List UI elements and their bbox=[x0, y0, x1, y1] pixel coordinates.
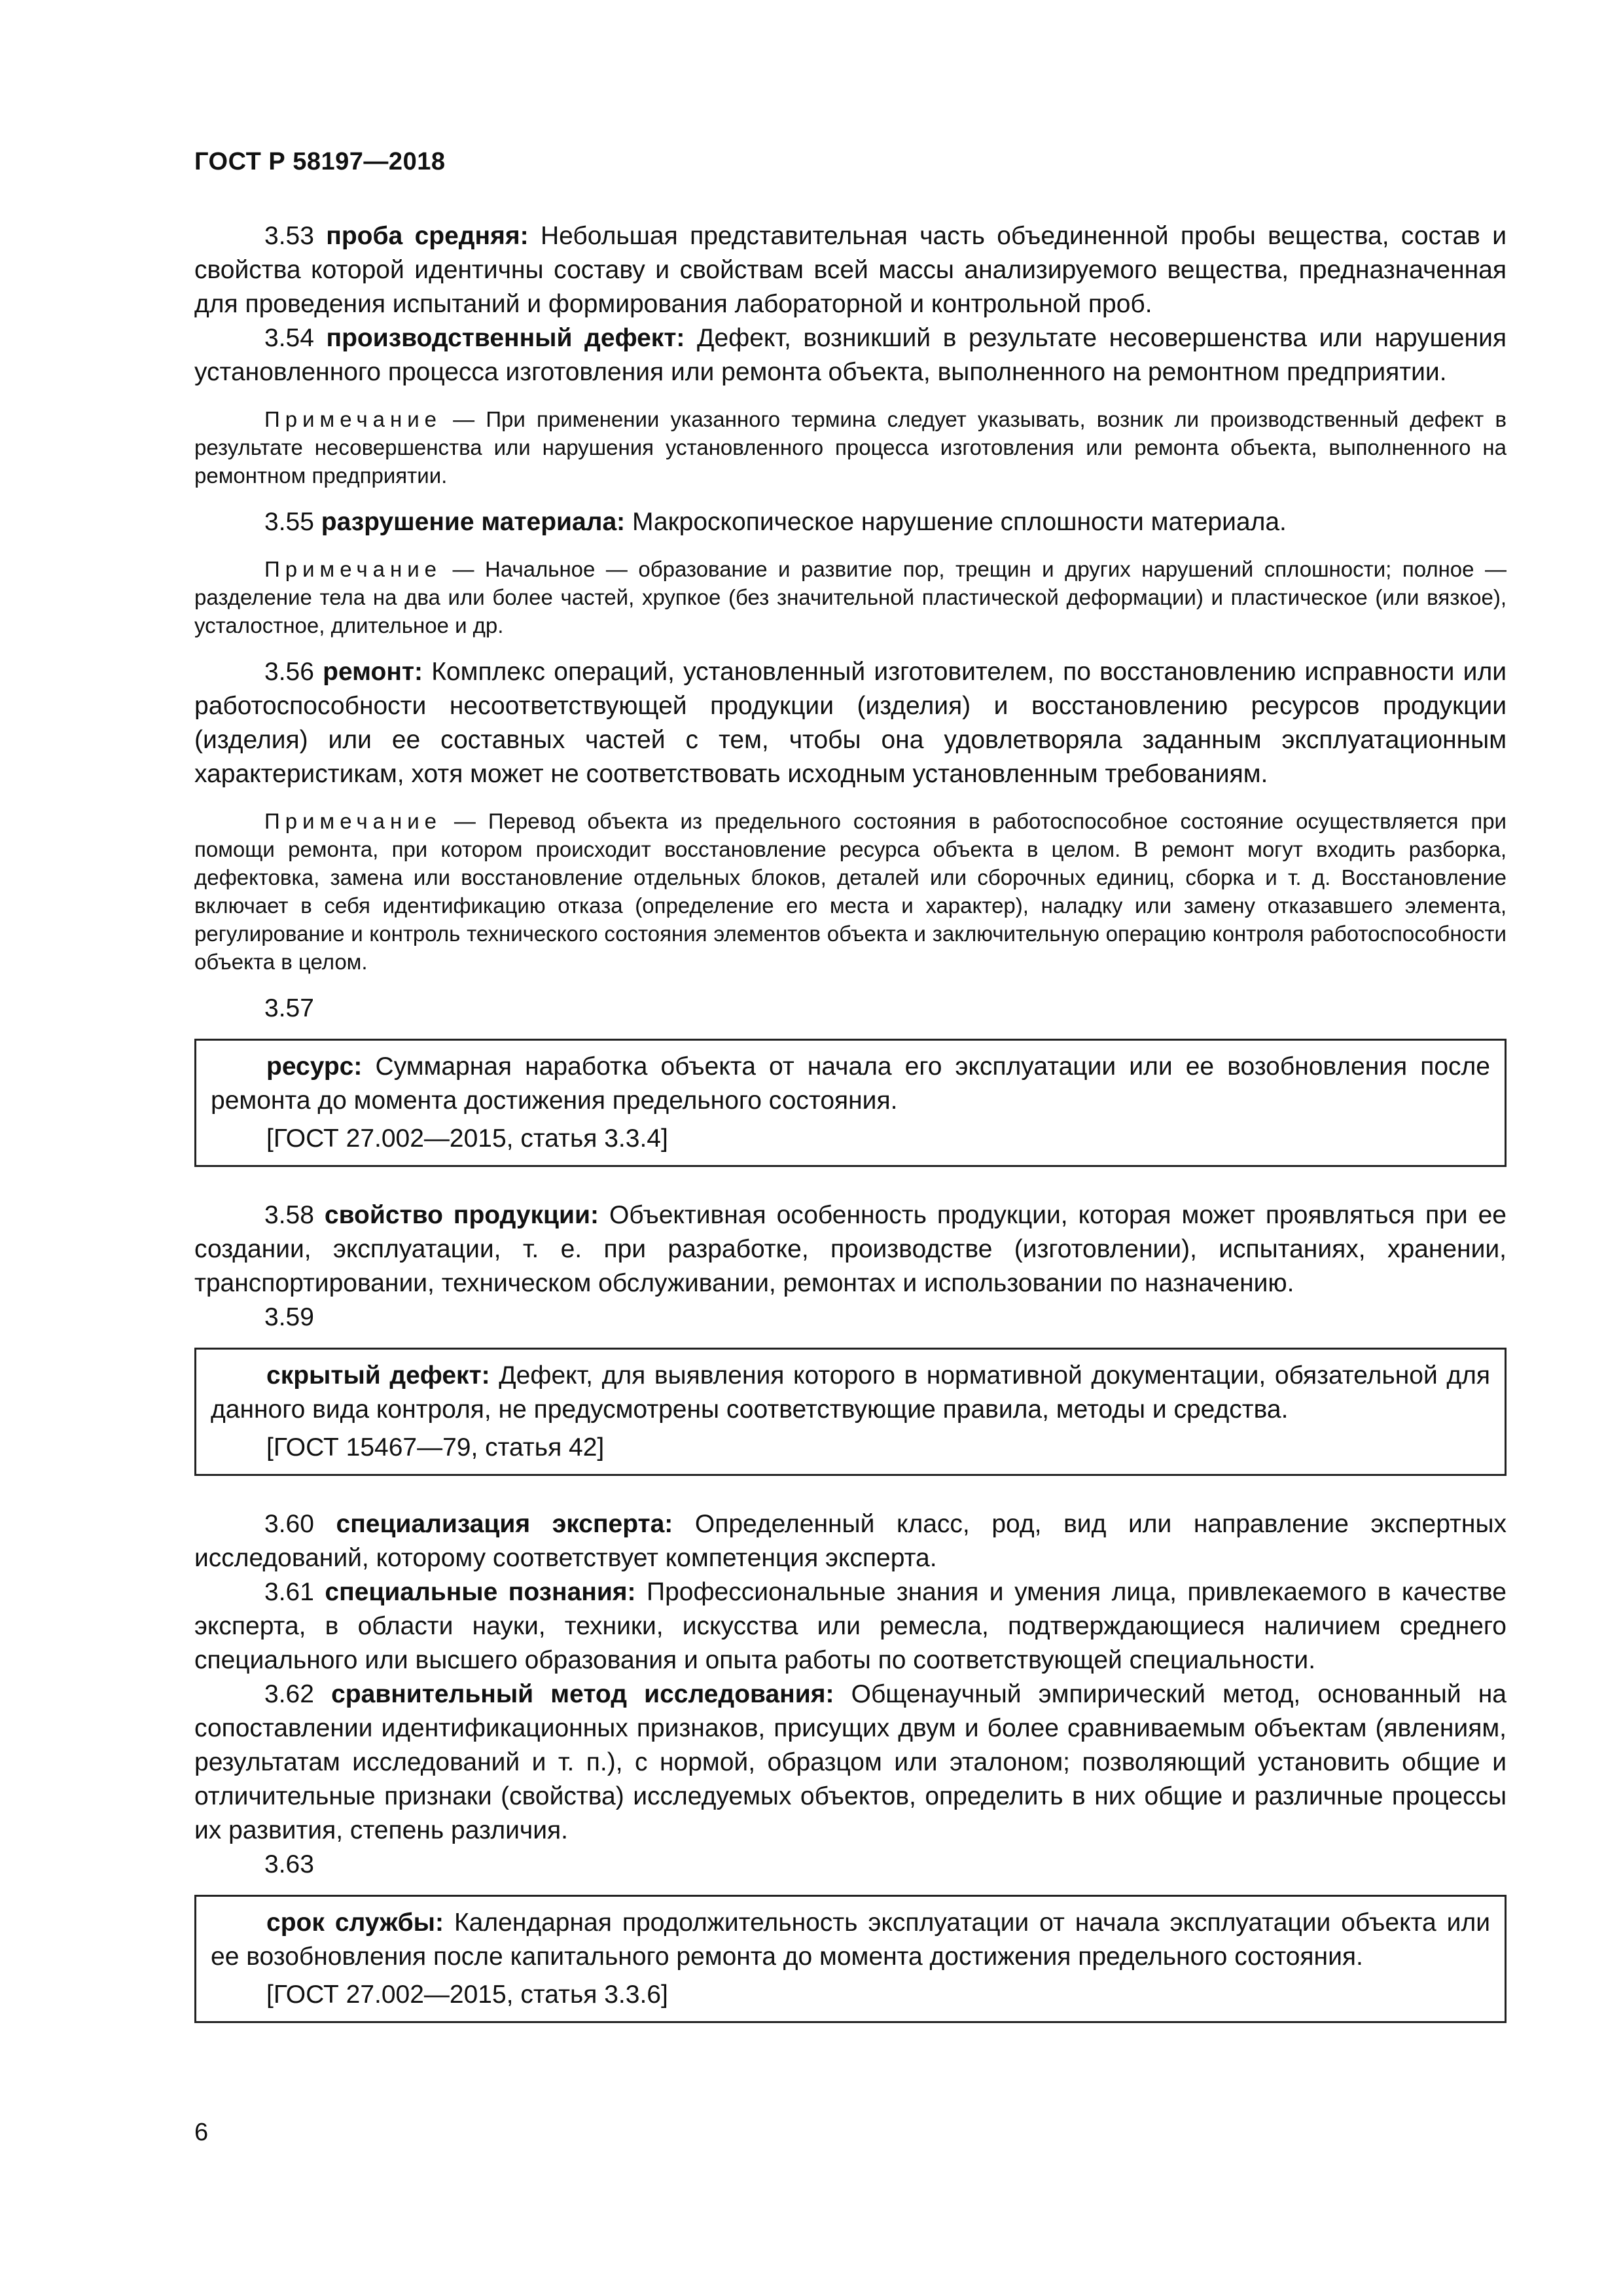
page-number: 6 bbox=[194, 2119, 209, 2146]
entry-definition: Определенный класс, род, вид или направление экспертных исследований, которому соответствует компетенция эксперта. bbox=[194, 1510, 1507, 1572]
source-reference: [ГОСТ 15467—79, статья 42] bbox=[266, 1433, 605, 1462]
entry-term: разрушение материала: bbox=[321, 508, 626, 536]
entry-number: 3.54 bbox=[264, 324, 314, 352]
boxed-definition bbox=[211, 1359, 1490, 1427]
entry-term: проба средняя: bbox=[326, 222, 529, 250]
boxed-definition bbox=[211, 1906, 1490, 1974]
entry-term: производственный дефект: bbox=[326, 324, 685, 352]
entry-3-55 bbox=[194, 505, 1507, 539]
quoted-term-box-3-63 bbox=[194, 1895, 1507, 2023]
entry-number: 3.61 bbox=[264, 1578, 314, 1606]
entry-number: 3.59 bbox=[264, 1303, 314, 1331]
entry-definition: Календарная продолжительность эксплуатации от начала эксплуатации объекта или ее возобновления после капитального ремонта до момента достижения предельного состояния. bbox=[211, 1909, 1490, 1971]
entry-3-60 bbox=[194, 1507, 1507, 1575]
entry-term: скрытый дефект: bbox=[266, 1361, 490, 1390]
entry-term: специальные познания: bbox=[325, 1578, 636, 1606]
entry-number: 3.53 bbox=[264, 222, 314, 250]
entry-definition: Комплекс операций, установленный изготовителем, по восстановлению исправности или работоспособности несоответствующей продукции (изделия) и восстановлению ресурсов продукции (изделия) или ее составных частей с тем, чтобы она удовлетворяла заданным эксплуатационным характеристикам, хотя может не соответствовать исходным установленным требованиям. bbox=[194, 658, 1507, 788]
source-reference: [ГОСТ 27.002—2015, статья 3.3.4] bbox=[266, 1124, 668, 1153]
entry-term: ремонт: bbox=[323, 658, 423, 686]
entry-3-53 bbox=[194, 219, 1507, 321]
entry-definition: Общенаучный эмпирический метод, основанный на сопоставлении идентификационных признаков, присущих двум и более сравниваемым объектам (явлениям, результатам исследований и т. п.), с нормой, образцом или эталоном; позволяющий установить общие и отличительные признаки (свойства) исследуемых объектов, определить в них общие и различные процессы их развития, степень различия. bbox=[194, 1680, 1507, 1844]
entry-number: 3.63 bbox=[264, 1850, 314, 1878]
entry-number: 3.58 bbox=[264, 1201, 314, 1229]
entry-definition: Объективная особенность продукции, которая может проявляться при ее создании, эксплуатации, т. е. при разработке, производстве (изготовлении), испытаниях, хранении, транспортировании, техническом обслуживании, ремонтах и использовании по назначению. bbox=[194, 1201, 1507, 1297]
entry-3-58 bbox=[194, 1198, 1507, 1300]
entry-definition: Профессиональные знания и умения лица, привлекаемого в качестве эксперта, в области науки, техники, искусства или ремесла, подтверждающиеся наличием среднего специального или высшего образования и опыта работы по соответствующей специальности. bbox=[194, 1578, 1507, 1674]
entry-number: 3.60 bbox=[264, 1510, 314, 1538]
quoted-term-box-3-59 bbox=[194, 1348, 1507, 1476]
source-reference: [ГОСТ 27.002—2015, статья 3.3.6] bbox=[266, 1981, 668, 2009]
note-text: — Перевод объекта из предельного состояния в работоспособное состояние осуществляется при помощи ремонта, при котором происходит восстановление ресурса объекта в целом. В ремонт могут входить разборка, дефектовка, замена или восстановление отдельных блоков, деталей или сборочных единиц, сборка и т. д. Восстановление включает в себя идентификацию отказа (определение его места и характер), наладку или замену отказавшего элемента, регулирование и контроль технического состояния элементов объекта и заключительную операцию контроля работоспособности объекта в целом. bbox=[194, 809, 1507, 974]
entry-3-54 bbox=[194, 321, 1507, 389]
document-content bbox=[194, 219, 1507, 2054]
entry-3-56 bbox=[194, 655, 1507, 791]
note-label: Примечание bbox=[264, 407, 442, 431]
note-label: Примечание bbox=[264, 809, 442, 833]
entry-3-61 bbox=[194, 1575, 1507, 1677]
note-text: — При применении указанного термина следует указывать, возник ли производственный дефект в результате несовершенства или нарушения установленного процесса изготовления или ремонта объекта, выполненного на ремонтном предприятии. bbox=[194, 407, 1507, 488]
note-text: — Начальное — образование и развитие пор, трещин и других нарушений сплошности; полное — разделение тела на два или более частей, хрупкое (без значительной пластической деформации) и пластическое (или вязкое), усталостное, длительное и др. bbox=[194, 557, 1507, 637]
note-3-56 bbox=[194, 807, 1507, 976]
entry-number: 3.56 bbox=[264, 658, 314, 686]
entry-term: ресурс: bbox=[266, 1052, 363, 1081]
entry-number: 3.62 bbox=[264, 1680, 314, 1708]
note-3-54 bbox=[194, 405, 1507, 490]
entry-term: сравнительный метод исследования: bbox=[331, 1680, 834, 1708]
entry-definition: Суммарная наработка объекта от начала его эксплуатации или ее возобновления после ремонта до момента достижения предельного состояния. bbox=[211, 1052, 1490, 1115]
entry-definition: Дефект, возникший в результате несовершенства или нарушения установленного процесса изготовления или ремонта объекта, выполненного на ремонтном предприятии. bbox=[194, 324, 1507, 386]
note-label: Примечание bbox=[264, 557, 442, 581]
entry-term: срок службы: bbox=[266, 1909, 444, 1937]
entry-term: специализация эксперта: bbox=[336, 1510, 673, 1538]
entry-definition: Макроскопическое нарушение сплошности материала. bbox=[632, 508, 1287, 536]
boxed-definition bbox=[211, 1050, 1490, 1118]
entry-definition: Небольшая представительная часть объединенной пробы вещества, состав и свойства которой идентичны составу и свойствам всей массы анализируемого вещества, предназначенная для проведения испытаний и формирования лабораторной и контрольной проб. bbox=[194, 222, 1507, 318]
document-header: ГОСТ Р 58197—2018 bbox=[194, 148, 446, 175]
entry-definition: Дефект, для выявления которого в нормативной документации, обязательной для данного вида контроля, не предусмотрены соответствующие правила, методы и средства. bbox=[211, 1361, 1490, 1424]
quoted-term-box-3-57 bbox=[194, 1039, 1507, 1167]
entry-term: свойство продукции: bbox=[324, 1201, 599, 1229]
entry-3-62 bbox=[194, 1677, 1507, 1848]
note-3-55 bbox=[194, 555, 1507, 639]
entry-number: 3.57 bbox=[264, 994, 314, 1022]
entry-number: 3.55 bbox=[264, 508, 314, 536]
